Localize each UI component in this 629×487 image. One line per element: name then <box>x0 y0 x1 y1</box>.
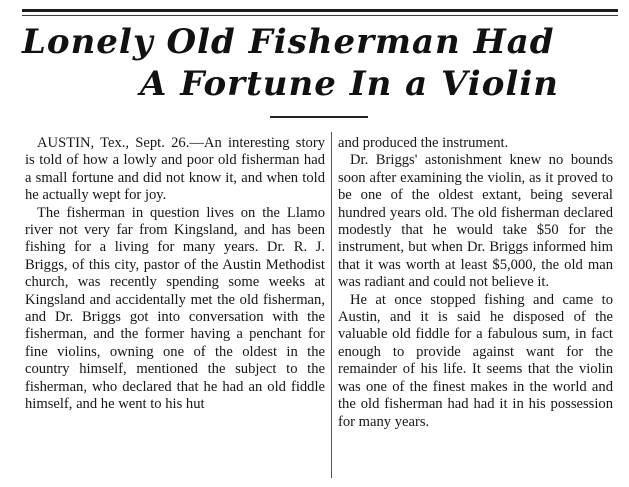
headline-line-1: Lonely Old Fisherman Had <box>22 22 555 62</box>
paragraph-sale: He at once stopped fishing and came to Austin, and it is said he disposed of the valuable old fiddle for a fabulous sum, in fact enough to provide against want for the remainder of his life. It seems that the violin was one of the finest makes in the world and the old fisherman had had it in his possession for many years. <box>338 291 613 430</box>
top-border-rule-thin <box>22 15 618 16</box>
column-divider-rule <box>331 132 332 478</box>
paragraph-dateline: AUSTIN, Tex., Sept. 26.—An interesting story is told of how a lowly and poor old fisherman had a small fortune and did not know it, and when told he actually wept for joy. <box>25 135 325 204</box>
top-border-rule <box>22 9 618 12</box>
paragraph-fisherman: The fisherman in question lives on the Llamo river not very far from Kingsland, and has been fishing for a living for many years. Dr. R. J. Briggs, of this city, pastor of the Austin Methodist church, was recently spending some weeks at Kingsland and accidentally met the old fisherman, and Dr. Briggs got into conversation with the fisherman, and the former having a penchant for fine violins, owning one of the oldest in the country himself, mentioned the subject to the fisherman, who declared that he had an old fiddle himself, and he went to his hut <box>25 204 325 413</box>
paragraph-continuation: and produced the instrument. <box>338 135 509 151</box>
headline-divider-rule <box>270 116 368 118</box>
article-column-left <box>25 135 325 414</box>
headline-line-2: A Fortune In a Violin <box>140 64 559 104</box>
article-column-right <box>338 135 613 431</box>
paragraph-astonishment: Dr. Briggs' astonishment knew no bounds soon after examining the violin, as it proved to be one of the oldest extant, being several hundred years old. The old fisherman declared modestly that he would take $50 for the instrument, but when Dr. Briggs informed him that it was worth at least $5,000, the old man was radiant and could not believe it. <box>338 152 613 291</box>
